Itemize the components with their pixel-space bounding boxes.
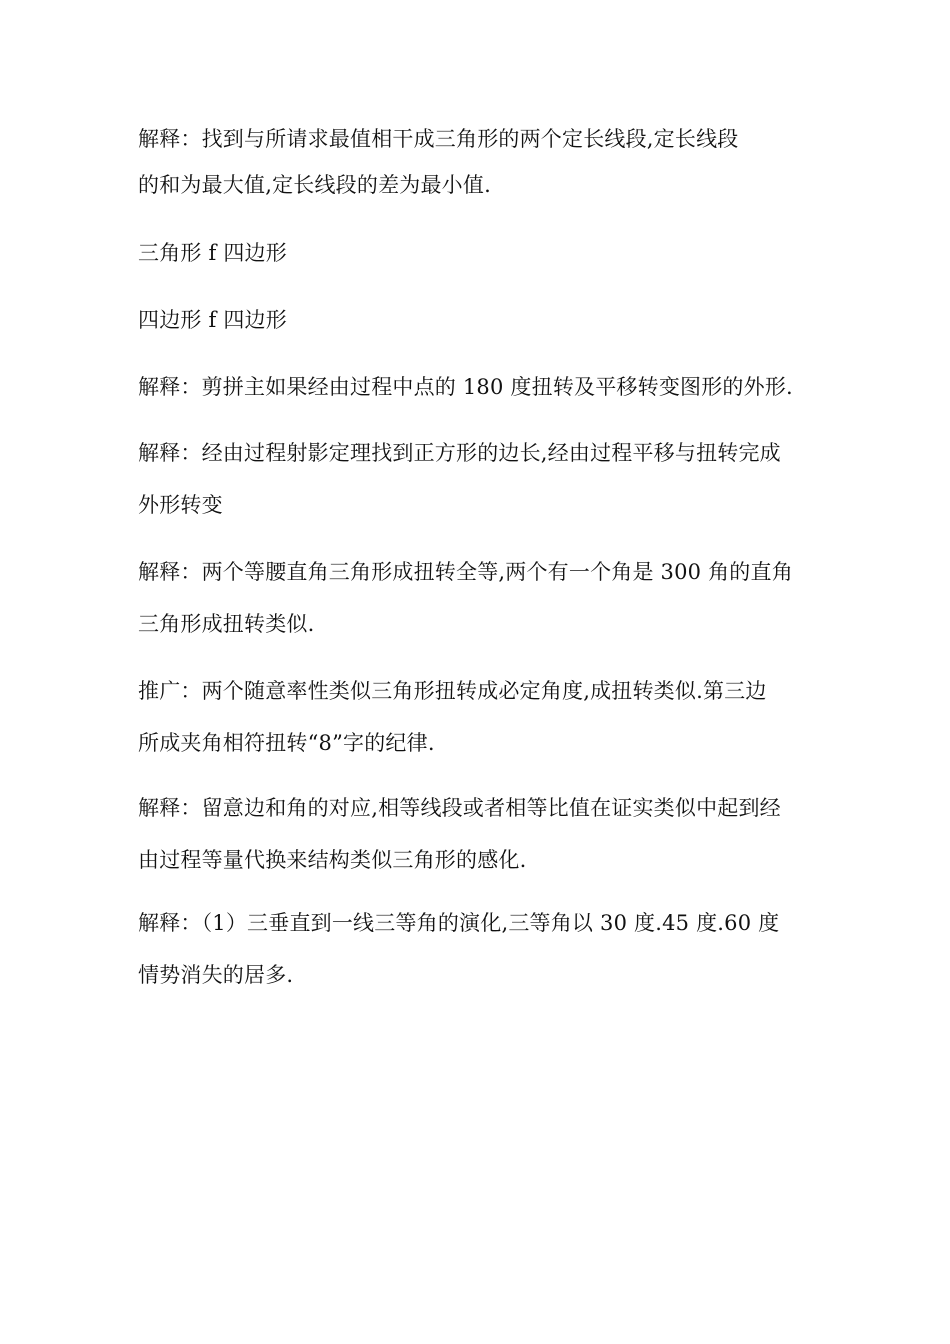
text-line: 三角形成扭转类似. (138, 612, 315, 636)
paragraph-explanation-2 (138, 370, 828, 404)
text-line: 解释：找到与所请求最值相干成三角形的两个定长线段,定长线段 (138, 127, 739, 151)
text-line: 推广：两个随意率性类似三角形扭转成必定角度,成扭转类似.第三边 (138, 679, 767, 703)
text-line: 四边形 f 四边形 (138, 308, 287, 332)
text-line: 外形转变 (138, 493, 223, 517)
text-line: 解释：两个等腰直角三角形成扭转全等,两个有一个角是 300 角的直角 (138, 560, 793, 584)
paragraph-quadrilateral-to-quadrilateral (138, 303, 828, 337)
paragraph-explanation-1 (138, 122, 828, 202)
paragraph-extension (138, 674, 828, 760)
text-line: 解释：剪拼主如果经由过程中点的 180 度扭转及平移转变图形的外形. (138, 375, 793, 399)
paragraph-explanation-4 (138, 555, 828, 641)
paragraph-explanation-6 (138, 906, 828, 992)
text-line: 解释：（1）三垂直到一线三等角的演化,三等角以 30 度.45 度.60 度 (138, 911, 780, 935)
text-line: 由过程等量代换来结构类似三角形的感化. (138, 848, 527, 872)
text-line: 的和为最大值,定长线段的差为最小值. (138, 173, 491, 197)
text-line: 三角形 f 四边形 (138, 241, 287, 265)
text-line: 所成夹角相符扭转“8”字的纪律. (138, 731, 435, 755)
paragraph-explanation-5 (138, 791, 828, 877)
paragraph-explanation-3 (138, 436, 828, 522)
paragraph-triangle-to-quadrilateral (138, 236, 828, 270)
text-line: 解释：经由过程射影定理找到正方形的边长,经由过程平移与扭转完成 (138, 441, 781, 465)
text-line: 解释：留意边和角的对应,相等线段或者相等比值在证实类似中起到经 (138, 796, 781, 820)
text-line: 情势消失的居多. (138, 963, 294, 987)
